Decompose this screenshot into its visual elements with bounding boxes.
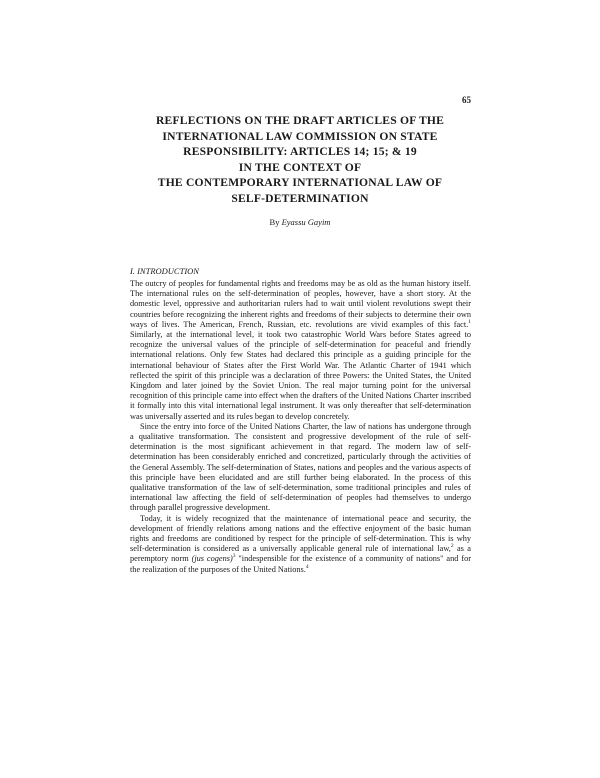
section-title: INTRODUCTION <box>137 266 199 276</box>
title-line: REFLECTIONS ON THE DRAFT ARTICLES OF THE <box>155 114 445 127</box>
title-line: THE CONTEMPORARY INTERNATIONAL LAW OF <box>157 176 443 190</box>
paragraph-text: Since the entry into force of the United Nations Charter, the law of nations has undergone through a qualitative transformation. The consistent and progressive development of the rule of self-determination is the most significant achievement in that regard. The modern law of self-determination has been considerably enriched and concretized, particularly through the activities of the General Assembly. The self-determination of States, nations and peoples and the various aspects of this principle have been elucidated and are still further being elaborated. In the process of this qualitative transformation of the law of self-determination, some traditional principles and rules of international law affecting the field of self-determination of peoples had themselves to undergo through parallel progressive development. <box>130 421 471 513</box>
footnote-ref: 4 <box>305 563 309 570</box>
title-line: IN THE CONTEXT OF <box>238 160 362 174</box>
page-number: 65 <box>462 95 471 105</box>
paragraph-text: Similarly, at the international level, it took two catastrophic World Wars before States agreed to recognize the universal values of the principle of self-determination for peaceful and friendly international relations. Only few States had declared this principle as a guiding principle for the international behaviour of States after the First World War. The Atlantic Charter of 1941 which reflected the spirit of this principle was a declaration of three Powers: the United States, the United Kingdom and later joined by the Soviet Union. The real major turning point for the universal recognition of this principle came into effect when the drafters of the United Nations Charter inscribed it formally into this vital international legal instrument. It was only thereafter that self-determination was universally asserted and its rules began to develop concretely. <box>130 330 471 421</box>
author-name: Eyassu Gayim <box>281 217 331 227</box>
byline-prefix: By <box>269 217 280 227</box>
byline <box>100 217 500 227</box>
paragraph-text: "indespensible for the existence of a community of nations" and for the realization of the purposes of the United Nations. <box>130 554 471 574</box>
paragraph-text: as a peremptory norm <box>130 544 471 564</box>
paragraph <box>130 279 471 422</box>
body-text <box>130 279 471 575</box>
footnote-ref: 2 <box>450 543 454 550</box>
title-line: SELF-DETERMINATION <box>231 191 369 205</box>
title-line: INTERNATIONAL LAW COMMISSION ON STATE <box>162 129 438 143</box>
paragraph <box>130 514 471 575</box>
latin-term: (jus cogens) <box>191 554 233 564</box>
section-heading <box>130 266 199 276</box>
article-title <box>100 113 500 207</box>
footnote-ref: 3 <box>232 553 236 560</box>
title-line: RESPONSIBILITY: ARTICLES 14; 15; & 19 <box>183 145 417 159</box>
paragraph <box>130 422 471 514</box>
paragraph-text: Today, it is widely recognized that the maintenance of international peace and security, the development of friendly relations among nations and the effective enjoyment of the basic human rights and freedoms are conditioned by respect for the principle of self-determination. This is why self-determination is considered as a universally applicable general rule of international law, <box>130 513 471 554</box>
section-number: I. <box>130 266 135 276</box>
paragraph-text: The outcry of peoples for fundamental rights and freedoms may be as old as the human history itself. The international rules on the self-determination of peoples, however, have a short story. At the domestic level, oppressive and authoritarian rulers had to wait until violent revolutions swept their countries before recognizing the inherent rights and freedoms of their subjects to determine their own ways of lives. The American, French, Russian, etc. revolutions are vivid examples of this fact. <box>130 279 471 329</box>
footnote-ref: 1 <box>468 319 471 326</box>
